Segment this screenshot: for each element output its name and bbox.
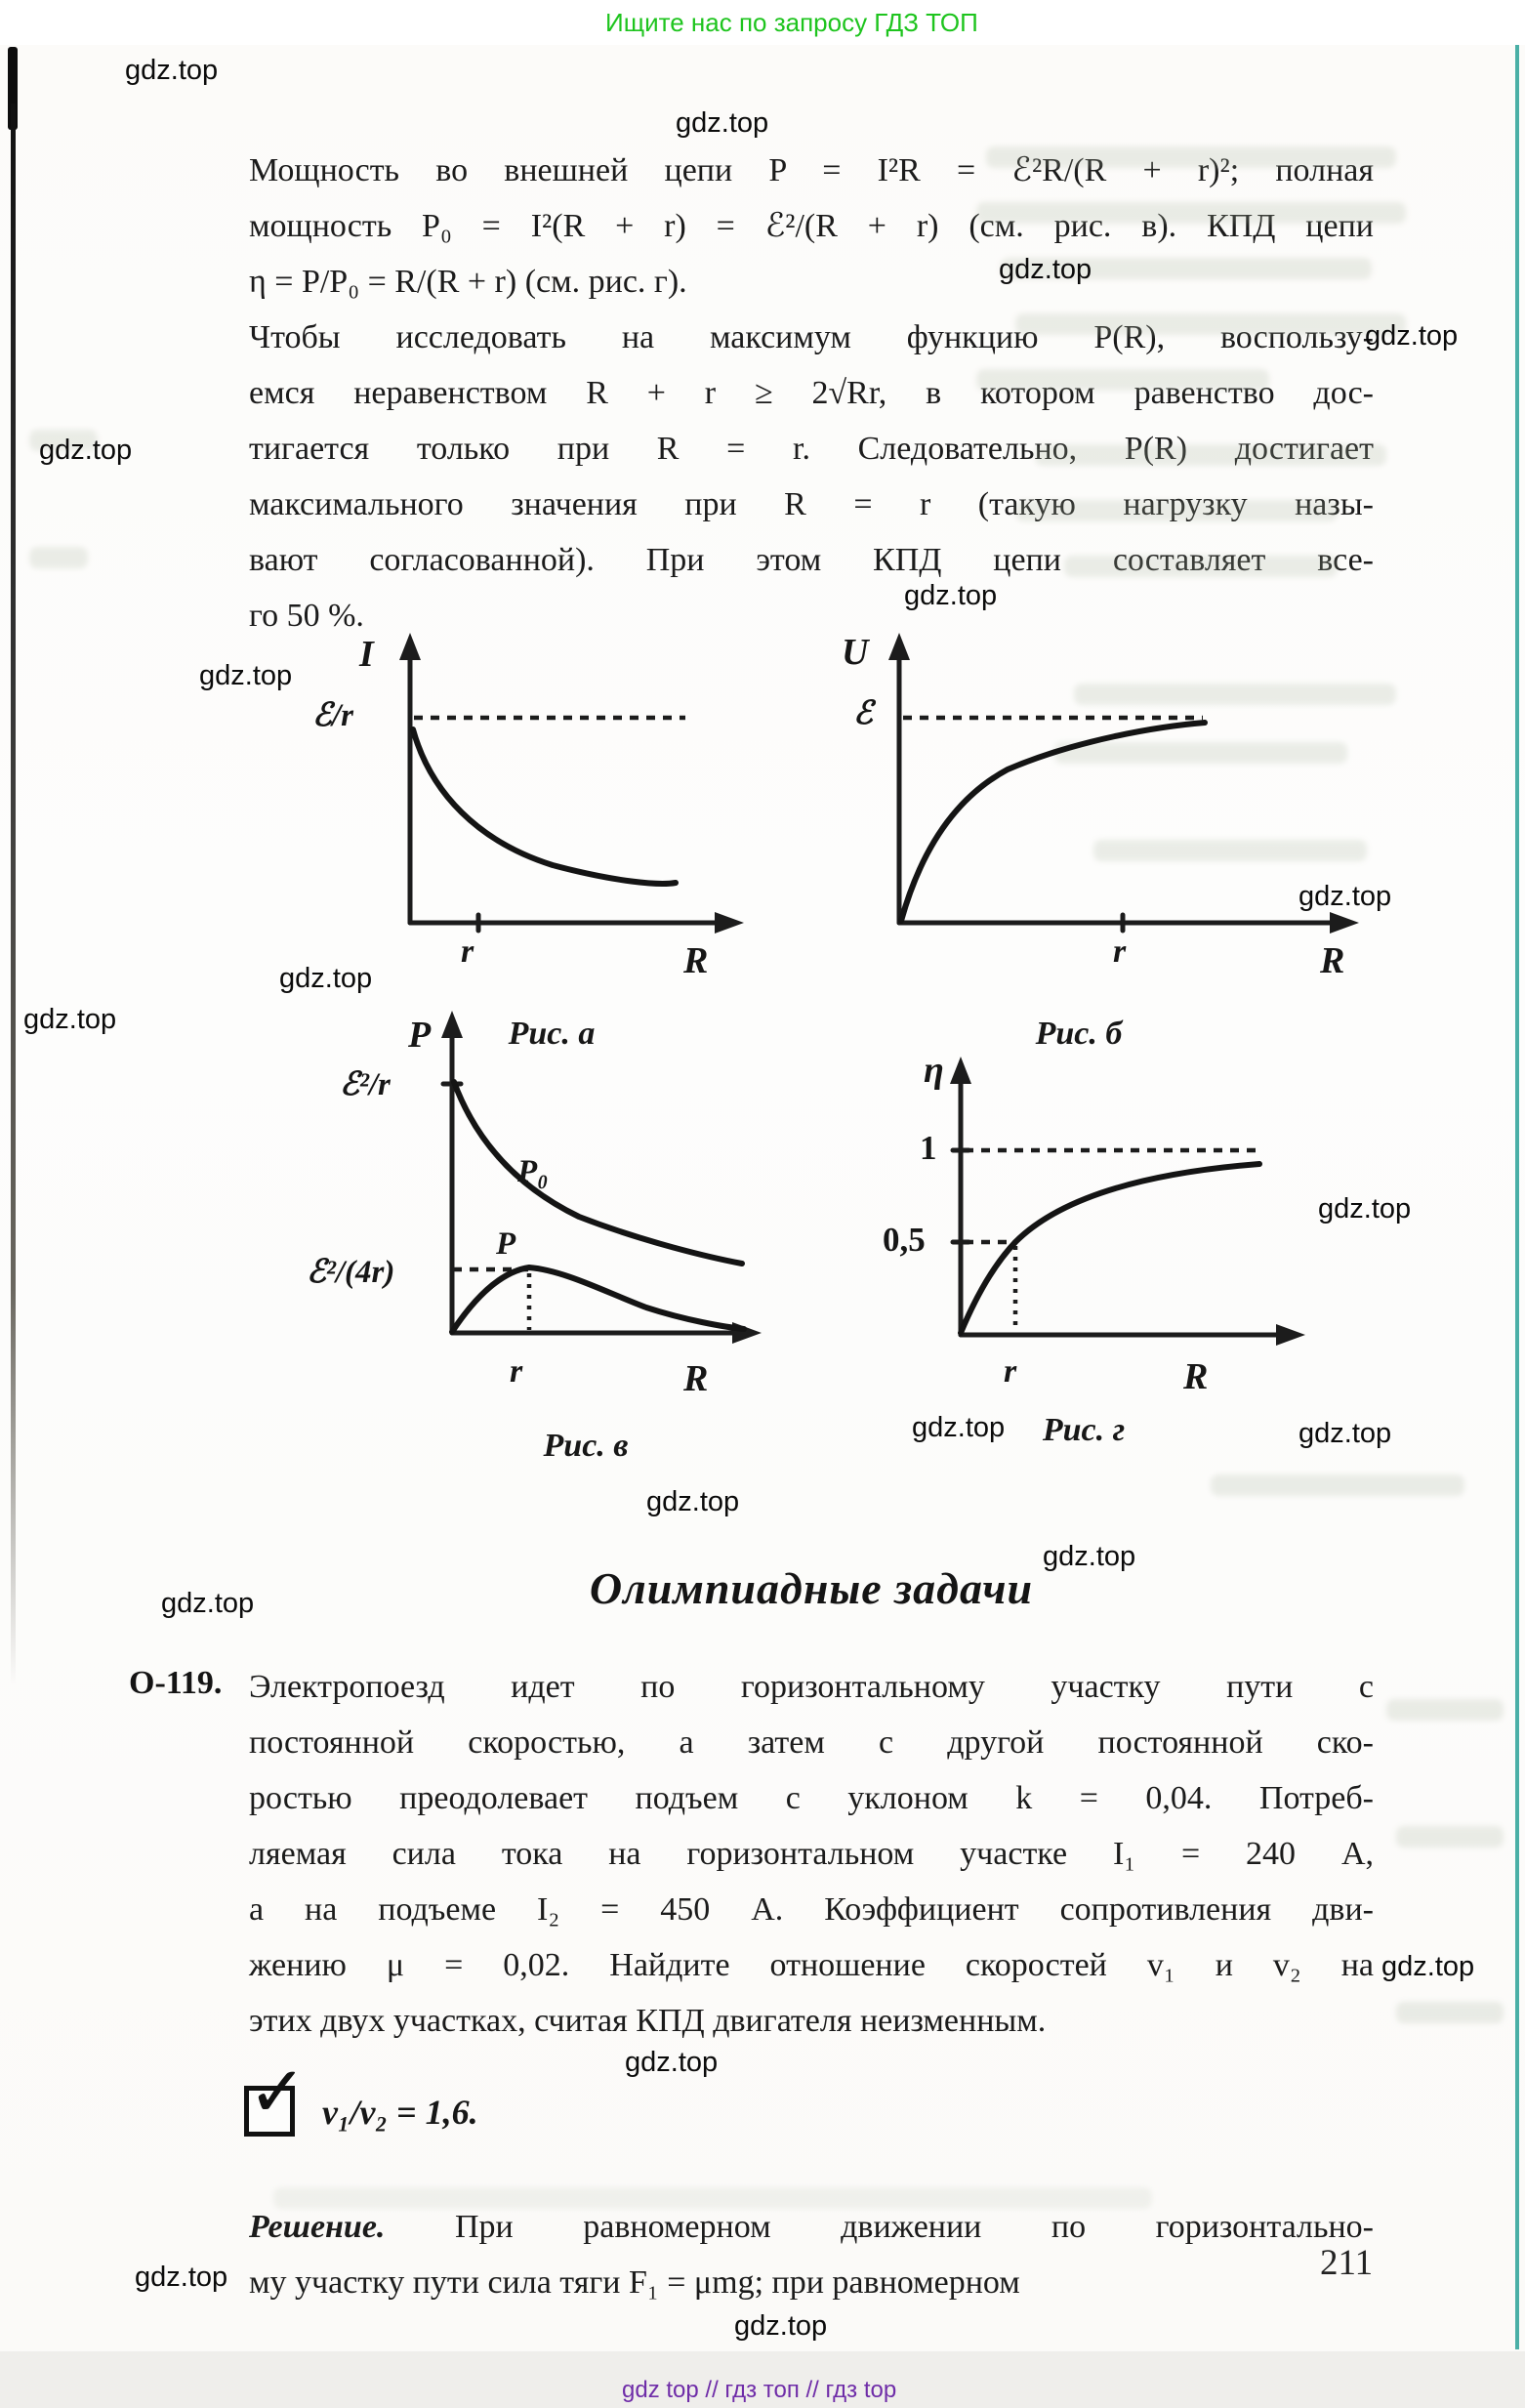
bleed-through-artifact xyxy=(1015,500,1338,521)
problem-line: постоянной скоростью, а затем с другой постоянной ско- xyxy=(249,1724,1374,1761)
figure-a-x-label: R xyxy=(683,940,709,981)
figure-a-x-tick: r xyxy=(461,934,474,970)
intro-line: тигается только при R = r. Следовательно, P(R) достигает xyxy=(249,431,1374,467)
figure-v-total-power-label: P₀ xyxy=(517,1154,549,1189)
page-number: 211 xyxy=(1320,2243,1374,2283)
gdz-watermark: gdz.top xyxy=(1318,1193,1412,1225)
solution-line xyxy=(249,2205,1374,2250)
intro-line: емся неравенством R + r ≥ 2√Rr, в котором равенство дос- xyxy=(249,375,1374,411)
bleed-through-artifact xyxy=(1396,1826,1504,1848)
gdz-watermark: gdz.top xyxy=(904,580,998,611)
gdz-watermark: gdz.top xyxy=(279,963,373,994)
figure-v-ytick-label: ℰ²/r xyxy=(340,1067,391,1102)
bleed-through-artifact xyxy=(1386,1699,1504,1721)
figure-v-useful-power-label: P xyxy=(496,1226,516,1262)
problem-line: ростью преодолевает подъем с уклоном k = 0,04. Потреб- xyxy=(249,1780,1374,1816)
intro-line: вают согласованной). При этом КПД цепи составляет все- xyxy=(249,542,1374,578)
figure-g-y-label: η xyxy=(924,1050,944,1091)
gdz-watermark: gdz.top xyxy=(1365,320,1459,352)
figure-b-caption: Рис. б xyxy=(1035,1016,1123,1052)
figure-b-dash-label: ℰ xyxy=(853,696,873,731)
gdz-watermark: gdz.top xyxy=(1043,1541,1136,1572)
intro-line: максимального значения при R = r (такую нагрузку назы- xyxy=(249,486,1374,522)
gdz-watermark: gdz.top xyxy=(1298,1418,1392,1449)
figure-a-plot xyxy=(332,625,752,952)
bleed-through-artifact xyxy=(1015,313,1406,335)
gdz-watermark: gdz.top xyxy=(135,2262,228,2293)
figure-v-x-tick: r xyxy=(510,1353,523,1390)
gdz-watermark: gdz.top xyxy=(625,2047,719,2078)
gdz-watermark: gdz.top xyxy=(734,2310,828,2342)
gdz-watermark: gdz.top xyxy=(161,1588,255,1619)
solution-label: Решение. xyxy=(249,2209,386,2245)
figure-a-caption: Рис. а xyxy=(508,1016,596,1052)
problem-line: жению μ = 0,02. Найдите отношение скоростей v₁ и v₂ на xyxy=(249,1947,1374,1983)
bleed-through-artifact xyxy=(976,202,1406,224)
gdz-watermark: gdz.top xyxy=(23,1004,117,1035)
checkmark-icon: ✓ xyxy=(248,2051,308,2133)
bleed-through-artifact xyxy=(976,369,1269,391)
gdz-watermark: gdz.top xyxy=(199,660,293,691)
figure-v-y-label: P xyxy=(408,1015,432,1056)
gdz-watermark: gdz.top xyxy=(676,107,769,139)
gdz-watermark: gdz.top xyxy=(646,1486,740,1517)
problem-line: ляемая сила тока на горизонтальном участке I₁ = 240 А, xyxy=(249,1836,1374,1872)
figure-v-caption: Рис. в xyxy=(543,1428,629,1464)
intro-line: мощность P₀ = I²(R + r) = ℰ²/(R + r) (см. рис. в). КПД цепи xyxy=(249,208,1374,244)
problem-number: О-119. xyxy=(129,1665,223,1701)
promo-banner: Ищите нас по запросу ГДЗ ТОП xyxy=(605,8,978,37)
section-heading: Олимпиадные задачи xyxy=(589,1563,1034,1613)
gdz-watermark: gdz.top xyxy=(999,254,1092,285)
intro-line: го 50 %. xyxy=(249,598,364,634)
figure-b-x-label: R xyxy=(1320,940,1345,981)
solution-line: му участку пути сила тяги F₁ = μmg; при равномерном xyxy=(249,2264,1020,2301)
bleed-through-artifact xyxy=(1211,1474,1464,1496)
figure-g-tick-one: 1 xyxy=(920,1129,937,1167)
footer-link[interactable]: gdz top // гдз топ // гдз top xyxy=(622,2377,897,2403)
bleed-through-artifact xyxy=(29,547,88,568)
scan-edge-artifact xyxy=(1515,45,1519,2349)
intro-line: Мощность во внешней цепи P = I²R = ℰ²R/(R + r)²; полная xyxy=(249,152,1374,188)
gdz-watermark: gdz.top xyxy=(1298,881,1392,912)
gdz-watermark: gdz.top xyxy=(912,1412,1006,1443)
figure-b-y-label: U xyxy=(842,632,869,673)
bleed-through-artifact xyxy=(1064,556,1338,577)
intro-line: η = P/P₀ = R/(R + r) (см. рис. г). xyxy=(249,264,687,300)
figure-a-dash-label: ℰ/r xyxy=(312,698,353,733)
figure-b-x-tick: r xyxy=(1113,934,1127,970)
figure-g-tick-half: 0,5 xyxy=(883,1221,926,1259)
figure-g-plot xyxy=(908,1055,1318,1348)
gdz-watermark: gdz.top xyxy=(125,55,219,86)
problem-line: Электропоезд идет по горизонтальному участку пути с xyxy=(249,1669,1374,1705)
bleed-through-artifact xyxy=(1396,2002,1504,2023)
bleed-through-artifact xyxy=(1035,444,1386,466)
intro-line: Чтобы исследовать на максимум функцию P(R), воспользу- xyxy=(249,319,1374,355)
problem-line: этих двух участках, считая КПД двигателя неизменным. xyxy=(249,2003,1047,2039)
problem-line: а на подъеме I₂ = 450 А. Коэффициент сопротивления дви- xyxy=(249,1891,1374,1928)
gdz-watermark: gdz.top xyxy=(39,435,133,466)
figure-g-x-label: R xyxy=(1183,1356,1209,1397)
gdz-watermark: gdz.top xyxy=(1381,1951,1475,1982)
solution-text: При равномерном движении по горизонтально- xyxy=(454,2209,1375,2245)
book-spine-shadow xyxy=(11,104,16,1685)
bleed-through-artifact xyxy=(986,146,1396,168)
figure-v-x-label: R xyxy=(683,1358,709,1399)
figure-v-dash-label: ℰ²/(4r) xyxy=(307,1255,395,1290)
figure-g-caption: Рис. г xyxy=(1042,1412,1126,1448)
bleed-through-artifact xyxy=(273,2187,1152,2209)
answer-value: v₁/v₂ = 1,6. xyxy=(322,2093,478,2132)
figure-a-y-label: I xyxy=(359,634,374,675)
figure-g-x-tick: r xyxy=(1004,1353,1017,1390)
